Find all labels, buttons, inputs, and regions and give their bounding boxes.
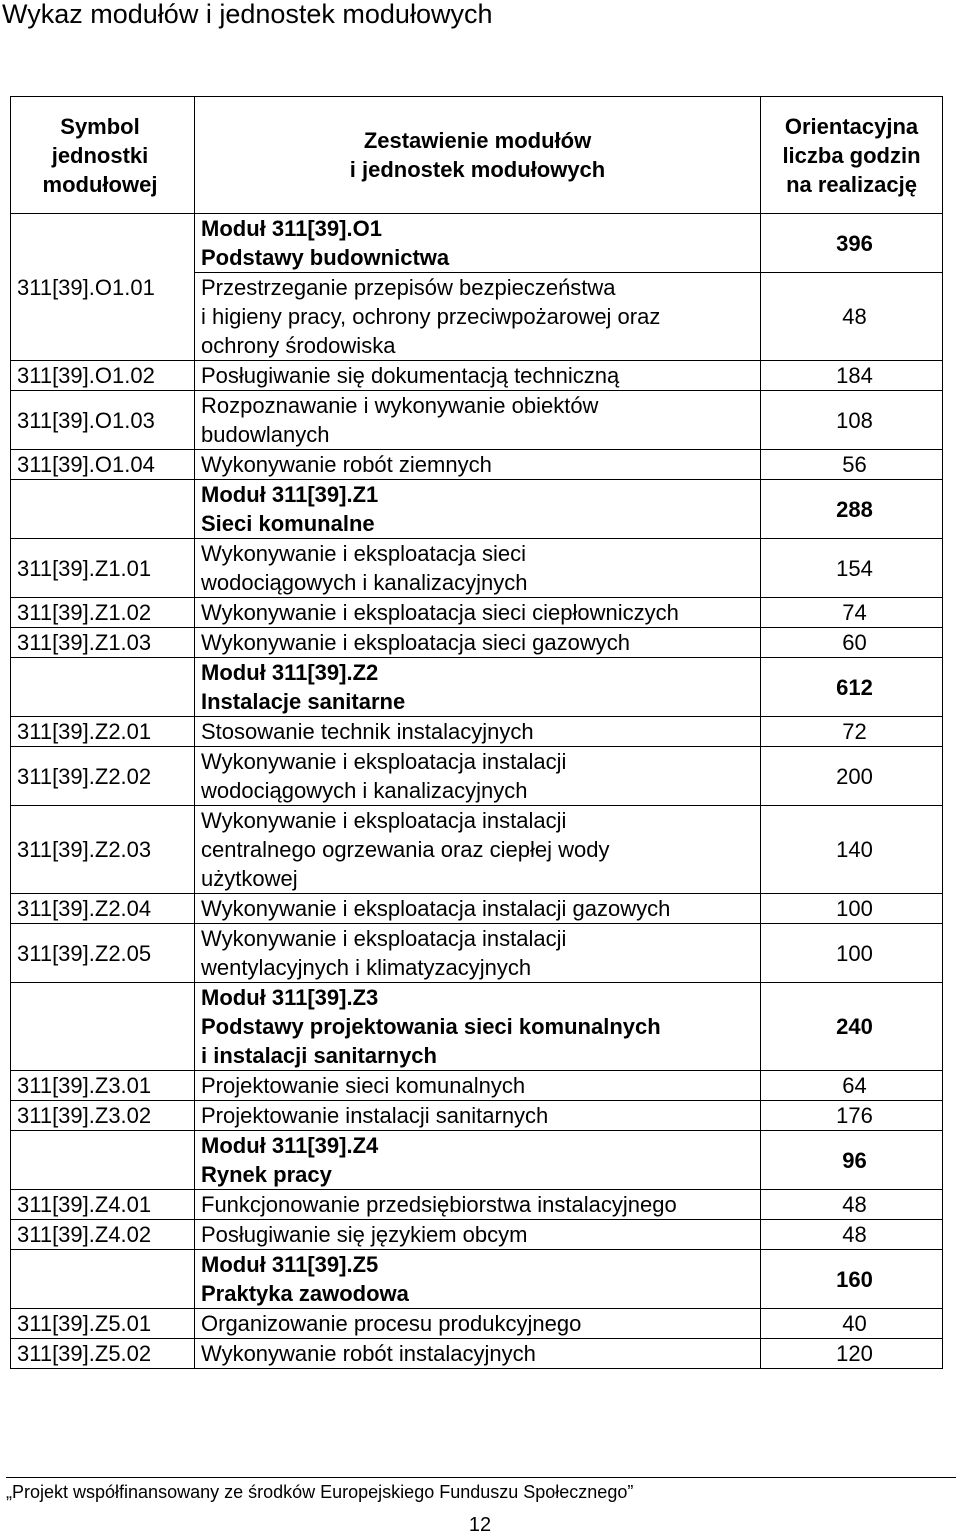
hours-cell: 160 xyxy=(761,1250,943,1309)
module-row xyxy=(11,214,943,273)
hours-cell: 48 xyxy=(761,1190,943,1220)
name-line: Posługiwanie się dokumentacją techniczną xyxy=(201,363,620,388)
unit-row xyxy=(11,1190,943,1220)
unit-symbol-cell: 311[39].Z2.05 xyxy=(11,924,195,983)
unit-row xyxy=(11,598,943,628)
header-symbol-lines xyxy=(15,112,185,199)
table-header-row xyxy=(11,97,943,214)
unit-symbol-cell: 311[39].Z4.01 xyxy=(11,1190,195,1220)
name-line: Projektowanie sieci komunalnych xyxy=(201,1073,526,1098)
unit-row xyxy=(11,1220,943,1250)
unit-row xyxy=(11,628,943,658)
name-line: Rozpoznawanie i wykonywanie obiektów xyxy=(201,393,599,418)
unit-name-cell xyxy=(195,747,761,806)
unit-name-cell xyxy=(195,391,761,450)
name-line: Funkcjonowanie przedsiębiorstwa instalacyjnego xyxy=(201,1192,677,1217)
hours-cell: 184 xyxy=(761,361,943,391)
name-line: Wykonywanie i eksploatacja sieci ciepłowniczych xyxy=(201,600,679,625)
name-line: Wykonywanie robót instalacyjnych xyxy=(201,1341,536,1366)
unit-name-cell xyxy=(195,924,761,983)
hours-cell: 48 xyxy=(761,1220,943,1250)
hours-cell: 154 xyxy=(761,539,943,598)
hours-cell: 176 xyxy=(761,1101,943,1131)
unit-symbol-cell: 311[39].Z2.03 xyxy=(11,806,195,894)
page-title: Wykaz modułów i jednostek modułowych xyxy=(2,0,493,29)
name-line: Wykonywanie i eksploatacja sieci gazowych xyxy=(201,630,630,655)
name-line: Posługiwanie się językiem obcym xyxy=(201,1222,528,1247)
page-number: 12 xyxy=(468,1514,492,1536)
name-line: centralnego ogrzewania oraz ciepłej wody xyxy=(201,837,610,862)
hours-cell: 140 xyxy=(761,806,943,894)
unit-symbol-cell: 311[39].Z3.02 xyxy=(11,1101,195,1131)
unit-symbol-cell xyxy=(11,1131,195,1190)
hours-cell: 96 xyxy=(761,1131,943,1190)
module-title-cell xyxy=(195,480,761,539)
name-line: Moduł 311[39].Z5 xyxy=(201,1252,379,1277)
name-line: Podstawy projektowania sieci komunalnych xyxy=(201,1014,661,1039)
header-hours-line: na realizację xyxy=(786,171,917,197)
hours-cell: 108 xyxy=(761,391,943,450)
header-symbol-line: modułowej xyxy=(42,171,158,197)
unit-row xyxy=(11,924,943,983)
name-line: Wykonywanie i eksploatacja instalacji xyxy=(201,749,567,774)
name-line: wodociągowych i kanalizacyjnych xyxy=(201,570,528,595)
unit-name-cell xyxy=(195,273,761,361)
unit-symbol-cell: 311[39].Z2.01 xyxy=(11,717,195,747)
unit-symbol-cell: 311[39].O1.03 xyxy=(11,391,195,450)
name-line: Podstawy budownictwa xyxy=(201,245,450,270)
unit-symbol-cell xyxy=(11,983,195,1071)
module-title-cell xyxy=(195,214,761,273)
hours-cell: 74 xyxy=(761,598,943,628)
unit-name-cell xyxy=(195,1101,761,1131)
name-line: użytkowej xyxy=(201,866,298,891)
name-line: Moduł 311[39].Z2 xyxy=(201,660,379,685)
name-line: Moduł 311[39].Z4 xyxy=(201,1133,379,1158)
unit-row xyxy=(11,391,943,450)
unit-name-cell xyxy=(195,894,761,924)
hours-cell: 612 xyxy=(761,658,943,717)
hours-cell: 120 xyxy=(761,1339,943,1369)
name-line: Sieci komunalne xyxy=(201,511,375,536)
hours-cell: 200 xyxy=(761,747,943,806)
unit-symbol-cell: 311[39].Z1.02 xyxy=(11,598,195,628)
name-line: Moduł 311[39].O1 xyxy=(201,216,382,241)
unit-name-cell xyxy=(195,628,761,658)
modules-table xyxy=(10,96,943,1369)
header-symbol xyxy=(11,97,195,214)
hours-cell: 288 xyxy=(761,480,943,539)
unit-name-cell xyxy=(195,806,761,894)
unit-symbol-cell: 311[39].Z1.01 xyxy=(11,539,195,598)
header-hours-line: Orientacyjna xyxy=(784,113,919,139)
hours-cell: 48 xyxy=(761,273,943,361)
unit-row xyxy=(11,894,943,924)
name-line: Przestrzeganie przepisów bezpieczeństwa xyxy=(201,275,616,300)
unit-symbol-cell xyxy=(11,480,195,539)
name-line: Wykonywanie robót ziemnych xyxy=(201,452,492,477)
unit-name-cell xyxy=(195,1071,761,1101)
unit-symbol-cell xyxy=(11,658,195,717)
module-row xyxy=(11,1250,943,1309)
unit-row xyxy=(11,1339,943,1369)
unit-symbol-cell: 311[39].Z5.02 xyxy=(11,1339,195,1369)
unit-name-cell xyxy=(195,717,761,747)
unit-symbol-cell: 311[39].Z4.02 xyxy=(11,1220,195,1250)
header-hours-line: liczba godzin xyxy=(782,142,921,168)
name-line: Projektowanie instalacji sanitarnych xyxy=(201,1103,549,1128)
hours-cell: 72 xyxy=(761,717,943,747)
name-line: ochrony środowiska xyxy=(201,333,396,358)
unit-symbol-cell: 311[39].O1.01 xyxy=(11,214,195,361)
hours-cell: 100 xyxy=(761,924,943,983)
name-line: Moduł 311[39].Z3 xyxy=(201,985,379,1010)
name-line: Wykonywanie i eksploatacja instalacji xyxy=(201,926,567,951)
name-line: i instalacji sanitarnych xyxy=(201,1043,437,1068)
module-title-cell xyxy=(195,658,761,717)
unit-symbol-cell: 311[39].O1.02 xyxy=(11,361,195,391)
name-line: i higieny pracy, ochrony przeciwpożarowej oraz xyxy=(201,304,661,329)
unit-row xyxy=(11,361,943,391)
unit-symbol-cell: 311[39].Z1.03 xyxy=(11,628,195,658)
module-row xyxy=(11,983,943,1071)
hours-cell: 240 xyxy=(761,983,943,1071)
name-line: Rynek pracy xyxy=(201,1162,332,1187)
name-line: Wykonywanie i eksploatacja instalacji gazowych xyxy=(201,896,671,921)
footer-divider xyxy=(6,1477,956,1478)
name-line: Organizowanie procesu produkcyjnego xyxy=(201,1311,582,1336)
name-line: Instalacje sanitarne xyxy=(201,689,406,714)
unit-row xyxy=(11,1071,943,1101)
unit-symbol-cell: 311[39].O1.04 xyxy=(11,450,195,480)
unit-row xyxy=(11,1101,943,1131)
name-line: Wykonywanie i eksploatacja instalacji xyxy=(201,808,567,833)
hours-cell: 64 xyxy=(761,1071,943,1101)
module-row xyxy=(11,1131,943,1190)
unit-row xyxy=(11,747,943,806)
name-line: Moduł 311[39].Z1 xyxy=(201,482,379,507)
unit-row xyxy=(11,539,943,598)
unit-name-cell xyxy=(195,450,761,480)
unit-row xyxy=(11,450,943,480)
footer-funding-note: „Projekt współfinansowany ze środków Europejskiego Funduszu Społecznego” xyxy=(6,1482,634,1502)
name-line: Wykonywanie i eksploatacja sieci xyxy=(201,541,527,566)
unit-name-cell xyxy=(195,361,761,391)
unit-name-cell xyxy=(195,539,761,598)
header-symbol-line: Symbol xyxy=(60,113,140,139)
name-line: wodociągowych i kanalizacyjnych xyxy=(201,778,528,803)
unit-symbol-cell: 311[39].Z5.01 xyxy=(11,1309,195,1339)
hours-cell: 56 xyxy=(761,450,943,480)
unit-name-cell xyxy=(195,1190,761,1220)
unit-symbol-cell: 311[39].Z2.04 xyxy=(11,894,195,924)
unit-row xyxy=(11,1309,943,1339)
unit-symbol-cell: 311[39].Z3.01 xyxy=(11,1071,195,1101)
unit-symbol-cell: 311[39].Z2.02 xyxy=(11,747,195,806)
name-line: wentylacyjnych i klimatyzacyjnych xyxy=(201,955,532,980)
unit-name-cell xyxy=(195,1220,761,1250)
unit-row xyxy=(11,806,943,894)
module-title-cell xyxy=(195,1131,761,1190)
unit-name-cell xyxy=(195,1339,761,1369)
name-line: Stosowanie technik instalacyjnych xyxy=(201,719,534,744)
name-line: Praktyka zawodowa xyxy=(201,1281,409,1306)
name-line: budowlanych xyxy=(201,422,330,447)
module-title-cell xyxy=(195,1250,761,1309)
header-name xyxy=(195,97,761,214)
hours-cell: 40 xyxy=(761,1309,943,1339)
hours-cell: 396 xyxy=(761,214,943,273)
unit-name-cell xyxy=(195,1309,761,1339)
header-name-line: Zestawienie modułów xyxy=(363,128,592,153)
header-name-line: i jednostek modułowych xyxy=(349,157,606,182)
hours-cell: 60 xyxy=(761,628,943,658)
unit-symbol-cell xyxy=(11,1250,195,1309)
unit-name-cell xyxy=(195,598,761,628)
hours-cell: 100 xyxy=(761,894,943,924)
header-symbol-line: jednostki xyxy=(51,142,149,168)
header-hours xyxy=(761,97,943,214)
module-row xyxy=(11,658,943,717)
table-body xyxy=(11,214,943,1369)
unit-row xyxy=(11,717,943,747)
module-row xyxy=(11,480,943,539)
module-title-cell xyxy=(195,983,761,1071)
